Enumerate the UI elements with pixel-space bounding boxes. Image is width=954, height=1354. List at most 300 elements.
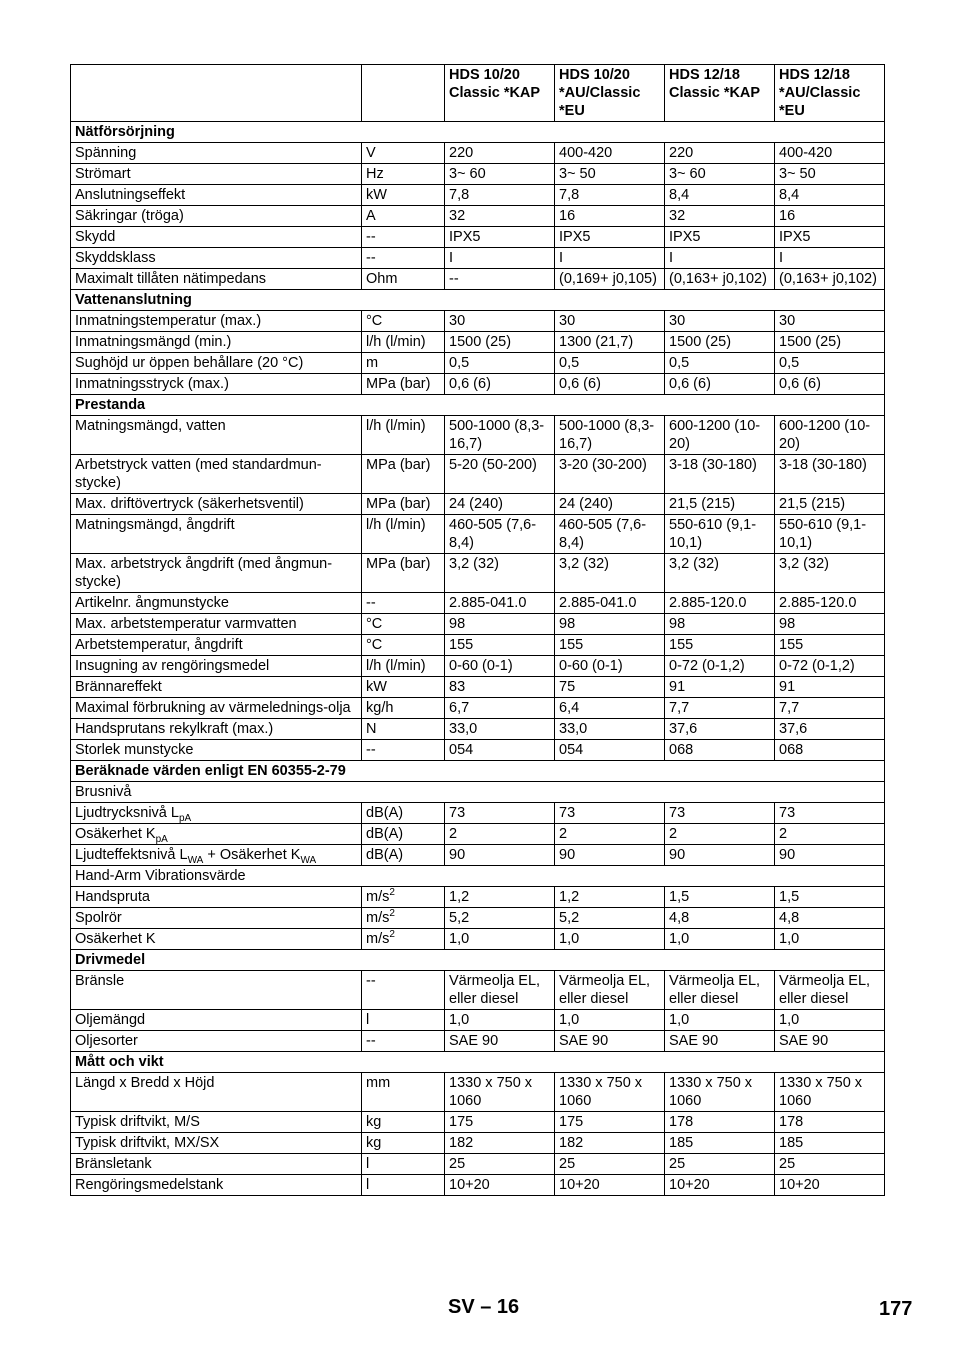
row-value-1: 1,0 (445, 929, 555, 950)
row-value-3: 068 (665, 740, 775, 761)
spec-table (70, 64, 885, 1196)
row-unit-text: °C (366, 616, 383, 632)
row-unit (362, 1112, 445, 1133)
row-label-text: Matningsmängd, vatten (75, 418, 226, 434)
row-value-2: 25 (555, 1154, 665, 1175)
table-row (71, 656, 885, 677)
table-row (71, 740, 885, 761)
row-unit (362, 635, 445, 656)
row-label-text: Artikelnr. ångmunstycke (75, 595, 229, 611)
row-unit-text: Hz (366, 166, 384, 182)
row-label-text: Bränsletank (75, 1156, 152, 1172)
row-unit-text: °C (366, 313, 383, 329)
row-unit (362, 824, 445, 845)
row-value-4: 1,0 (775, 1010, 885, 1031)
row-value-2: 0-60 (0-1) (555, 656, 665, 677)
footer-section-label (448, 1296, 519, 1319)
row-value-4: 1,5 (775, 887, 885, 908)
row-unit (362, 929, 445, 950)
row-value-1: 1,2 (445, 887, 555, 908)
row-value-1: 155 (445, 635, 555, 656)
table-row (71, 164, 885, 185)
row-value-4: 37,6 (775, 719, 885, 740)
row-unit-text: l/h (l/min) (366, 517, 426, 533)
row-label (71, 887, 362, 908)
table-row (71, 635, 885, 656)
row-value-2: 16 (555, 206, 665, 227)
row-unit-text: MPa (bar) (366, 496, 431, 512)
row-label-text: Anslutningseffekt (75, 187, 186, 203)
row-label (71, 455, 362, 494)
row-value-3: 8,4 (665, 185, 775, 206)
row-value-1: 10+20 (445, 1175, 555, 1196)
row-unit (362, 515, 445, 554)
row-unit (362, 1133, 445, 1154)
row-label (71, 845, 362, 866)
row-label (71, 311, 362, 332)
row-value-3: SAE 90 (665, 1031, 775, 1052)
row-value-4: 2 (775, 824, 885, 845)
row-label-text: Längd x Bredd x Höjd (75, 1075, 215, 1091)
row-value-2: 98 (555, 614, 665, 635)
row-value-2: 3~ 50 (555, 164, 665, 185)
row-unit-text: kW (366, 679, 387, 695)
row-value-4: 16 (775, 206, 885, 227)
table-row (71, 353, 885, 374)
row-value-2: 24 (240) (555, 494, 665, 515)
row-unit (362, 269, 445, 290)
row-unit-text: Ohm (366, 271, 398, 287)
row-value-1: 25 (445, 1154, 555, 1175)
header-model-1: HDS 10/20 Classic *KAP (445, 65, 555, 122)
row-label (71, 824, 362, 845)
row-value-1: 5,2 (445, 908, 555, 929)
row-value-3: 21,5 (215) (665, 494, 775, 515)
row-value-2: 500-1000 (8,3-16,7) (555, 416, 665, 455)
row-unit (362, 614, 445, 635)
table-row (71, 1112, 885, 1133)
row-value-4: I (775, 248, 885, 269)
row-value-2: 460-505 (7,6-8,4) (555, 515, 665, 554)
row-label (71, 515, 362, 554)
row-value-4: 400-420 (775, 143, 885, 164)
row-unit-superscript: 2 (389, 887, 395, 899)
header-empty-cell (71, 65, 362, 122)
row-value-2: 1,2 (555, 887, 665, 908)
row-label-text: Maximalt tillåten nätimpedans (75, 271, 267, 287)
row-value-4: IPX5 (775, 227, 885, 248)
row-label (71, 143, 362, 164)
row-value-3: 1,0 (665, 1010, 775, 1031)
table-row (71, 1133, 885, 1154)
row-label (71, 416, 362, 455)
row-unit (362, 1031, 445, 1052)
row-value-1: 5-20 (50-200) (445, 455, 555, 494)
row-value-3: 1,5 (665, 887, 775, 908)
row-unit-text: dB(A) (366, 826, 404, 842)
row-unit (362, 455, 445, 494)
table-row (71, 311, 885, 332)
row-label-text: Inmatningsstryck (max.) (75, 376, 229, 392)
row-unit (362, 908, 445, 929)
row-unit-text: A (366, 208, 376, 224)
row-value-3: 37,6 (665, 719, 775, 740)
row-unit-text: l/h (l/min) (366, 334, 426, 350)
row-unit-text: kW (366, 187, 387, 203)
table-header-row (71, 65, 885, 122)
row-value-3: I (665, 248, 775, 269)
row-label-text: Handspruta (75, 889, 150, 905)
row-unit (362, 1073, 445, 1112)
row-value-3: 1330 x 750 x 1060 (665, 1073, 775, 1112)
row-value-4: 25 (775, 1154, 885, 1175)
section-title: Beräknade värden enligt EN 60355-2-79 (71, 761, 885, 782)
row-value-1: 24 (240) (445, 494, 555, 515)
row-label-text-2: + Osäkerhet K (203, 847, 301, 863)
row-label (71, 1175, 362, 1196)
row-label-text: Oljemängd (75, 1012, 146, 1028)
row-unit (362, 1010, 445, 1031)
row-value-4: 1330 x 750 x 1060 (775, 1073, 885, 1112)
row-unit-text: dB(A) (366, 805, 404, 821)
row-value-3: 600-1200 (10-20) (665, 416, 775, 455)
row-value-1: 054 (445, 740, 555, 761)
row-value-4: 1,0 (775, 929, 885, 950)
row-label-text: Inmatningstemperatur (max.) (75, 313, 262, 329)
row-label (71, 554, 362, 593)
section-row (71, 950, 885, 971)
table-row (71, 248, 885, 269)
section-title: Hand-Arm Vibrationsvärde (71, 866, 885, 887)
row-unit-text: l (366, 1156, 370, 1172)
row-unit-text: N (366, 721, 377, 737)
row-value-4: 10+20 (775, 1175, 885, 1196)
row-value-2: 0,6 (6) (555, 374, 665, 395)
row-value-3: IPX5 (665, 227, 775, 248)
row-value-3: 7,7 (665, 698, 775, 719)
row-label-text: Insugning av rengöringsmedel (75, 658, 270, 674)
row-label-text: Oljesorter (75, 1033, 138, 1049)
table-row (71, 374, 885, 395)
row-value-3: 1,0 (665, 929, 775, 950)
row-label (71, 332, 362, 353)
section-row (71, 782, 885, 803)
row-unit-text: MPa (bar) (366, 556, 431, 572)
row-value-4: 30 (775, 311, 885, 332)
row-unit-text: -- (366, 1033, 376, 1049)
row-unit-text: l (366, 1177, 370, 1193)
row-label-text: Max. arbetstryck ångdrift (med ångmun-stycke) (75, 556, 333, 590)
row-unit-text: V (366, 145, 376, 161)
row-value-1: 1,0 (445, 1010, 555, 1031)
section-title: Nätförsörjning (71, 122, 885, 143)
row-value-1: 73 (445, 803, 555, 824)
row-label (71, 248, 362, 269)
row-value-2: 175 (555, 1112, 665, 1133)
row-label-subscript: pA (178, 812, 192, 824)
row-unit-text: °C (366, 637, 383, 653)
section-row (71, 866, 885, 887)
row-unit-text: dB(A) (366, 847, 404, 863)
table-row (71, 416, 885, 455)
row-value-1: Värmeolja EL, eller diesel (445, 971, 555, 1010)
row-value-4: 3-18 (30-180) (775, 455, 885, 494)
row-unit (362, 311, 445, 332)
table-row (71, 515, 885, 554)
section-title: Vattenanslutning (71, 290, 885, 311)
table-row (71, 269, 885, 290)
row-label-text: Skyddsklass (75, 250, 156, 266)
row-value-2: 2 (555, 824, 665, 845)
row-value-2: I (555, 248, 665, 269)
row-label (71, 164, 362, 185)
table-row (71, 227, 885, 248)
row-value-4: 98 (775, 614, 885, 635)
row-label-text: Arbetstryck vatten (med standardmun-stycke) (75, 457, 322, 491)
header-model-3: HDS 12/18 Classic *KAP (665, 65, 775, 122)
row-label-text: Inmatningsmängd (min.) (75, 334, 232, 350)
table-row (71, 1154, 885, 1175)
row-unit-superscript: 2 (389, 929, 395, 941)
row-value-4: 4,8 (775, 908, 885, 929)
row-unit-text: MPa (bar) (366, 457, 431, 473)
row-value-1: 2.885-041.0 (445, 593, 555, 614)
row-value-3: Värmeolja EL, eller diesel (665, 971, 775, 1010)
footer-lang: SV (448, 1296, 475, 1318)
row-unit (362, 887, 445, 908)
row-value-4: 068 (775, 740, 885, 761)
row-value-4: 0,5 (775, 353, 885, 374)
row-unit-text: l/h (l/min) (366, 418, 426, 434)
row-value-1: 182 (445, 1133, 555, 1154)
row-label-text: Skydd (75, 229, 116, 245)
row-value-3: 2 (665, 824, 775, 845)
row-unit-text: -- (366, 595, 376, 611)
row-unit (362, 803, 445, 824)
row-unit-text: kg/h (366, 700, 394, 716)
table-row (71, 206, 885, 227)
row-value-4: 91 (775, 677, 885, 698)
row-label-text: Sughöjd ur öppen behållare (20 °C) (75, 355, 304, 371)
row-value-2: 0,5 (555, 353, 665, 374)
row-unit (362, 1154, 445, 1175)
row-label (71, 635, 362, 656)
row-value-4: Värmeolja EL, eller diesel (775, 971, 885, 1010)
row-unit (362, 554, 445, 593)
row-label-text: Max. arbetstemperatur varmvatten (75, 616, 297, 632)
row-value-2: 7,8 (555, 185, 665, 206)
row-label-text: Storlek munstycke (75, 742, 194, 758)
section-title: Drivmedel (71, 950, 885, 971)
row-value-1: 33,0 (445, 719, 555, 740)
row-unit (362, 971, 445, 1010)
row-value-2: 75 (555, 677, 665, 698)
row-label-text: Spolrör (75, 910, 122, 926)
row-value-1: 98 (445, 614, 555, 635)
row-unit-text: MPa (bar) (366, 376, 431, 392)
section-row (71, 122, 885, 143)
row-label (71, 227, 362, 248)
table-row (71, 143, 885, 164)
row-label (71, 908, 362, 929)
row-unit-superscript: 2 (389, 908, 395, 920)
row-label (71, 593, 362, 614)
row-value-2: 1,0 (555, 929, 665, 950)
row-unit-text: kg (366, 1114, 382, 1130)
row-value-3: 178 (665, 1112, 775, 1133)
row-unit (362, 494, 445, 515)
row-value-2: 90 (555, 845, 665, 866)
row-value-4: 90 (775, 845, 885, 866)
row-label-text: Brännareffekt (75, 679, 162, 695)
row-value-2: 3,2 (32) (555, 554, 665, 593)
row-label-text: Arbetstemperatur, ångdrift (75, 637, 243, 653)
row-value-4: 178 (775, 1112, 885, 1133)
row-value-3: 1500 (25) (665, 332, 775, 353)
row-unit (362, 332, 445, 353)
row-label (71, 929, 362, 950)
row-value-3: (0,163+ j0,102) (665, 269, 775, 290)
row-unit (362, 416, 445, 455)
row-unit (362, 164, 445, 185)
table-row (71, 971, 885, 1010)
row-value-1: 1500 (25) (445, 332, 555, 353)
row-value-3: 3-18 (30-180) (665, 455, 775, 494)
row-unit-text: l (366, 1012, 370, 1028)
row-label (71, 740, 362, 761)
table-row (71, 1073, 885, 1112)
row-value-2: Värmeolja EL, eller diesel (555, 971, 665, 1010)
row-label-subscript: pA (155, 833, 168, 845)
row-value-3: 90 (665, 845, 775, 866)
row-value-2: SAE 90 (555, 1031, 665, 1052)
row-value-1: IPX5 (445, 227, 555, 248)
row-value-2: 400-420 (555, 143, 665, 164)
row-value-3: 30 (665, 311, 775, 332)
row-value-1: 3,2 (32) (445, 554, 555, 593)
row-value-2: (0,169+ j0,105) (555, 269, 665, 290)
table-row (71, 332, 885, 353)
row-value-1: 175 (445, 1112, 555, 1133)
row-value-1: 2 (445, 824, 555, 845)
row-unit (362, 593, 445, 614)
row-value-4: SAE 90 (775, 1031, 885, 1052)
row-label (71, 185, 362, 206)
row-value-1: 83 (445, 677, 555, 698)
section-title: Mått och vikt (71, 1052, 885, 1073)
row-value-3: 4,8 (665, 908, 775, 929)
row-value-4: 7,7 (775, 698, 885, 719)
row-label-text: Bränsle (75, 973, 125, 989)
row-unit (362, 677, 445, 698)
row-label (71, 269, 362, 290)
row-label (71, 353, 362, 374)
table-row (71, 803, 885, 824)
row-value-1: I (445, 248, 555, 269)
table-row (71, 929, 885, 950)
row-label (71, 1133, 362, 1154)
table-row (71, 593, 885, 614)
row-unit (362, 845, 445, 866)
row-value-3: 73 (665, 803, 775, 824)
row-value-3: 2.885-120.0 (665, 593, 775, 614)
page-number: 177 (879, 1298, 913, 1320)
header-model-2: HDS 10/20 *AU/Classic *EU (555, 65, 665, 122)
row-value-1: 1330 x 750 x 1060 (445, 1073, 555, 1112)
row-value-2: 1,0 (555, 1010, 665, 1031)
section-row (71, 290, 885, 311)
row-value-3: 550-610 (9,1-10,1) (665, 515, 775, 554)
row-label (71, 656, 362, 677)
section-row (71, 395, 885, 416)
row-value-4: 3~ 50 (775, 164, 885, 185)
row-unit-text: -- (366, 250, 376, 266)
row-value-2: 054 (555, 740, 665, 761)
row-label (71, 719, 362, 740)
row-label (71, 374, 362, 395)
table-row (71, 887, 885, 908)
row-label-text: Spänning (75, 145, 137, 161)
row-value-3: 0-72 (0-1,2) (665, 656, 775, 677)
row-value-4: 8,4 (775, 185, 885, 206)
row-value-2: 10+20 (555, 1175, 665, 1196)
row-unit (362, 698, 445, 719)
row-value-1: 90 (445, 845, 555, 866)
row-value-2: 182 (555, 1133, 665, 1154)
row-value-3: 220 (665, 143, 775, 164)
row-value-1: 7,8 (445, 185, 555, 206)
row-value-1: 6,7 (445, 698, 555, 719)
row-value-3: 10+20 (665, 1175, 775, 1196)
row-value-3: 32 (665, 206, 775, 227)
row-unit (362, 656, 445, 677)
table-row (71, 677, 885, 698)
row-value-4: 73 (775, 803, 885, 824)
row-value-2: 73 (555, 803, 665, 824)
row-unit-text: m (366, 355, 379, 371)
row-value-1: 0,6 (6) (445, 374, 555, 395)
row-value-2: 155 (555, 635, 665, 656)
row-unit-text: m/s (366, 931, 390, 947)
row-value-3: 98 (665, 614, 775, 635)
row-label (71, 1112, 362, 1133)
row-value-1: 32 (445, 206, 555, 227)
row-label (71, 206, 362, 227)
row-unit-text: kg (366, 1135, 382, 1151)
row-label-text: Maximal förbrukning av värmelednings-olja (75, 700, 351, 716)
row-label (71, 803, 362, 824)
table-row (71, 1010, 885, 1031)
row-unit-text: -- (366, 973, 376, 989)
row-label-text: Max. driftövertryck (säkerhetsventil) (75, 496, 304, 512)
section-row (71, 1052, 885, 1073)
row-value-3: 185 (665, 1133, 775, 1154)
table-row (71, 614, 885, 635)
row-value-2: 30 (555, 311, 665, 332)
table-row (71, 908, 885, 929)
row-value-3: 3~ 60 (665, 164, 775, 185)
row-value-2: 1300 (21,7) (555, 332, 665, 353)
table-row (71, 698, 885, 719)
row-label (71, 1010, 362, 1031)
row-unit (362, 1175, 445, 1196)
row-unit-text: -- (366, 742, 376, 758)
header-model-4: HDS 12/18 *AU/Classic *EU (775, 65, 885, 122)
row-value-4: 550-610 (9,1-10,1) (775, 515, 885, 554)
row-unit-text: l/h (l/min) (366, 658, 426, 674)
row-value-4: 2.885-120.0 (775, 593, 885, 614)
row-value-2: 33,0 (555, 719, 665, 740)
